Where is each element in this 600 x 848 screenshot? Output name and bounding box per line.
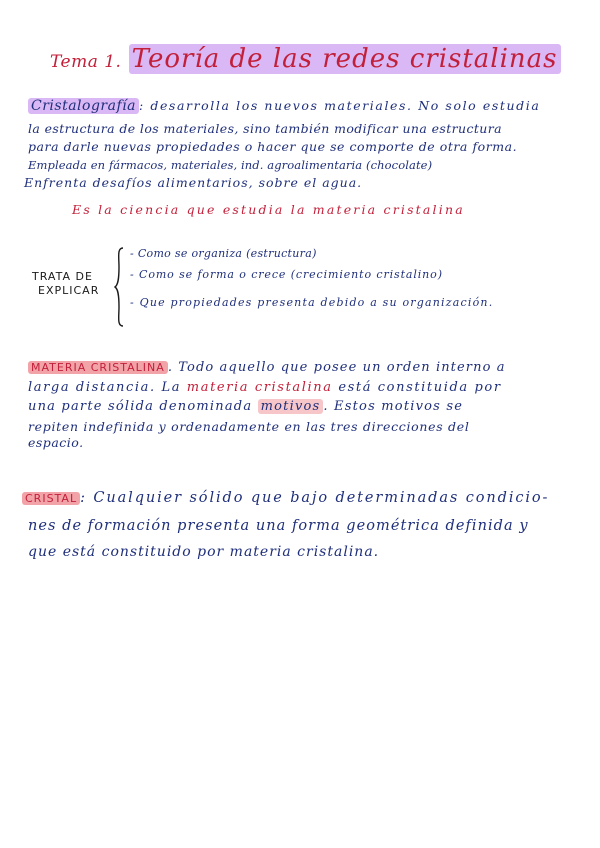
- cristal-line-3: que está constituido por materia cristalina.: [28, 544, 380, 560]
- materia-line-4: repiten indefinida y ordenadamente en las tres direcciones del: [28, 419, 470, 434]
- cristal-line-1: [22, 490, 549, 506]
- cristalografia-line-4: Empleada en fármacos, materiales, ind. agroalimentaria (chocolate): [28, 158, 433, 172]
- trata-label-1: TRATA DE: [32, 270, 93, 283]
- cristal-term: CRISTAL: [22, 492, 80, 505]
- page-title: Teoría de las redes cristalinas: [129, 44, 561, 74]
- trata-item-2: - Como se forma o crece (crecimiento cristalino): [130, 268, 443, 281]
- materia-text-2a: larga distancia. La: [28, 380, 187, 395]
- trata-item-1: - Como se organiza (estructura): [130, 247, 317, 260]
- cristal-line-2: nes de formación presenta una forma geométrica definida y: [28, 518, 529, 534]
- materia-text-2-red: materia cristalina: [186, 380, 333, 395]
- cristal-text-1: : Cualquier sólido que bajo determinadas condicio-: [80, 490, 550, 506]
- materia-line-1: [28, 360, 506, 375]
- cristalografia-line-1: [28, 98, 540, 114]
- materia-text-2b: está constituida por: [332, 380, 502, 395]
- materia-term: MATERIA CRISTALINA: [28, 361, 168, 374]
- title-row: [50, 44, 561, 74]
- trata-label-2: EXPLICAR: [38, 284, 100, 297]
- cristalografia-line-3: para darle nuevas propiedades o hacer que se comporte de otra forma.: [28, 139, 518, 154]
- materia-line-5: espacio.: [28, 435, 84, 450]
- definition-line: Es la ciencia que estudia la materia cristalina: [72, 202, 465, 217]
- cristalografia-text-1: : desarrolla los nuevos materiales. No solo estudia: [138, 98, 541, 113]
- cristalografia-term: Cristalografía: [28, 98, 139, 114]
- trata-item-3: - Que propiedades presenta debido a su organización.: [130, 296, 494, 309]
- materia-text-1: . Todo aquello que posee un orden interno a: [167, 360, 506, 375]
- materia-line-3: [28, 399, 463, 414]
- cristalografia-line-5: Enfrenta desafíos alimentarios, sobre el agua.: [24, 175, 363, 190]
- materia-line-2: [28, 380, 502, 395]
- cristalografia-line-2: la estructura de los materiales, sino también modificar una estructura: [28, 121, 502, 136]
- motivos-term: motivos: [258, 399, 324, 414]
- brace-shape: [114, 247, 124, 327]
- materia-text-3b: . Estos motivos se: [323, 399, 464, 414]
- tema-label: Tema 1.: [50, 52, 122, 72]
- materia-text-3a: una parte sólida denominada: [28, 399, 258, 414]
